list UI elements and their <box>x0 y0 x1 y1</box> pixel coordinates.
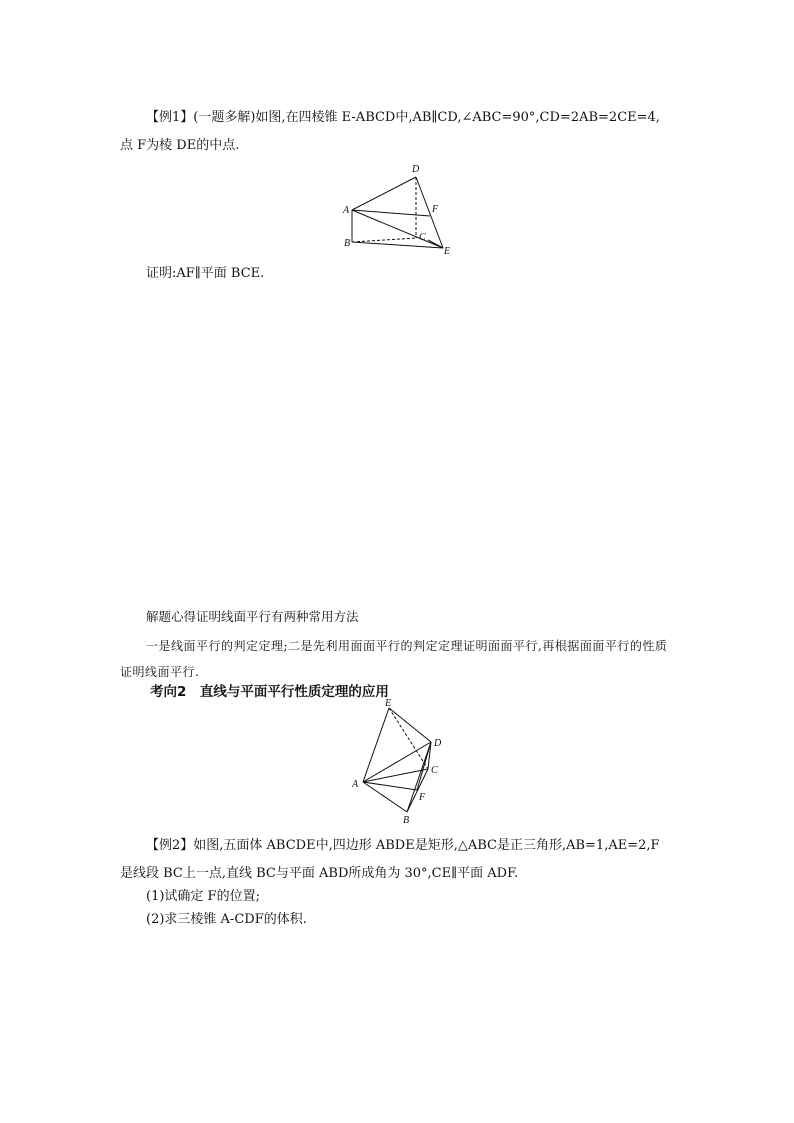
tip-body: 一是线面平行的判定定理;二是先利用面面平行的判定定理证明面面平行,再根据面面平行的性质证明线面平行. <box>120 639 668 679</box>
example1-line2: 点 F为棱 DE的中点. <box>120 138 240 153</box>
label-b: B <box>344 238 351 249</box>
edge-aux3 <box>389 708 417 790</box>
edge-ad <box>352 177 416 210</box>
example2-line1: 【例2】如图,五面体 ABCDE中,四边形 ABDE是矩形,△ABC是正三角形,AB=1,AE=2,F <box>146 838 660 853</box>
edge-be <box>352 242 443 248</box>
edge-cb <box>407 769 428 812</box>
example1-question: 证明:AF∥平面 BCE. <box>146 266 265 281</box>
figure-pentahedron-abcde <box>345 698 455 826</box>
label-d: D <box>412 164 420 175</box>
edge-bc-hidden <box>352 238 416 242</box>
example2-line2: 是线段 BC上一点,直线 BC与平面 ABD所成角为 30°,CE∥平面 ADF. <box>120 866 519 881</box>
label-c: C <box>431 765 438 776</box>
section-title: 考向2 直线与平面平行性质定理的应用 <box>150 684 389 700</box>
label-a: A <box>352 779 359 790</box>
label-b: B <box>403 815 410 826</box>
edge-ae <box>363 708 389 782</box>
edge-af <box>363 782 417 790</box>
label-c: C <box>419 232 426 243</box>
edge-ec-hidden <box>389 708 428 769</box>
example2-question1: (1)试确定 F的位置; <box>146 889 260 904</box>
edge-ab <box>363 782 407 812</box>
example1-line1: 【例1】(一题多解)如图,在四棱锥 E-ABCD中,AB∥CD,∠ABC=90°,CD=2AB=2CE=4, <box>146 110 660 125</box>
label-f: F <box>419 792 426 803</box>
label-e: E <box>444 246 451 257</box>
label-d: D <box>434 738 442 749</box>
example2-question2: (2)求三棱锥 A-CDF的体积. <box>146 912 307 927</box>
tip-title: 解题心得证明线面平行有两种常用方法 <box>146 609 359 624</box>
label-a: A <box>343 205 350 216</box>
label-e: E <box>385 698 392 709</box>
label-f: F <box>432 204 439 215</box>
figure-pyramid-e-abcd <box>330 160 460 260</box>
